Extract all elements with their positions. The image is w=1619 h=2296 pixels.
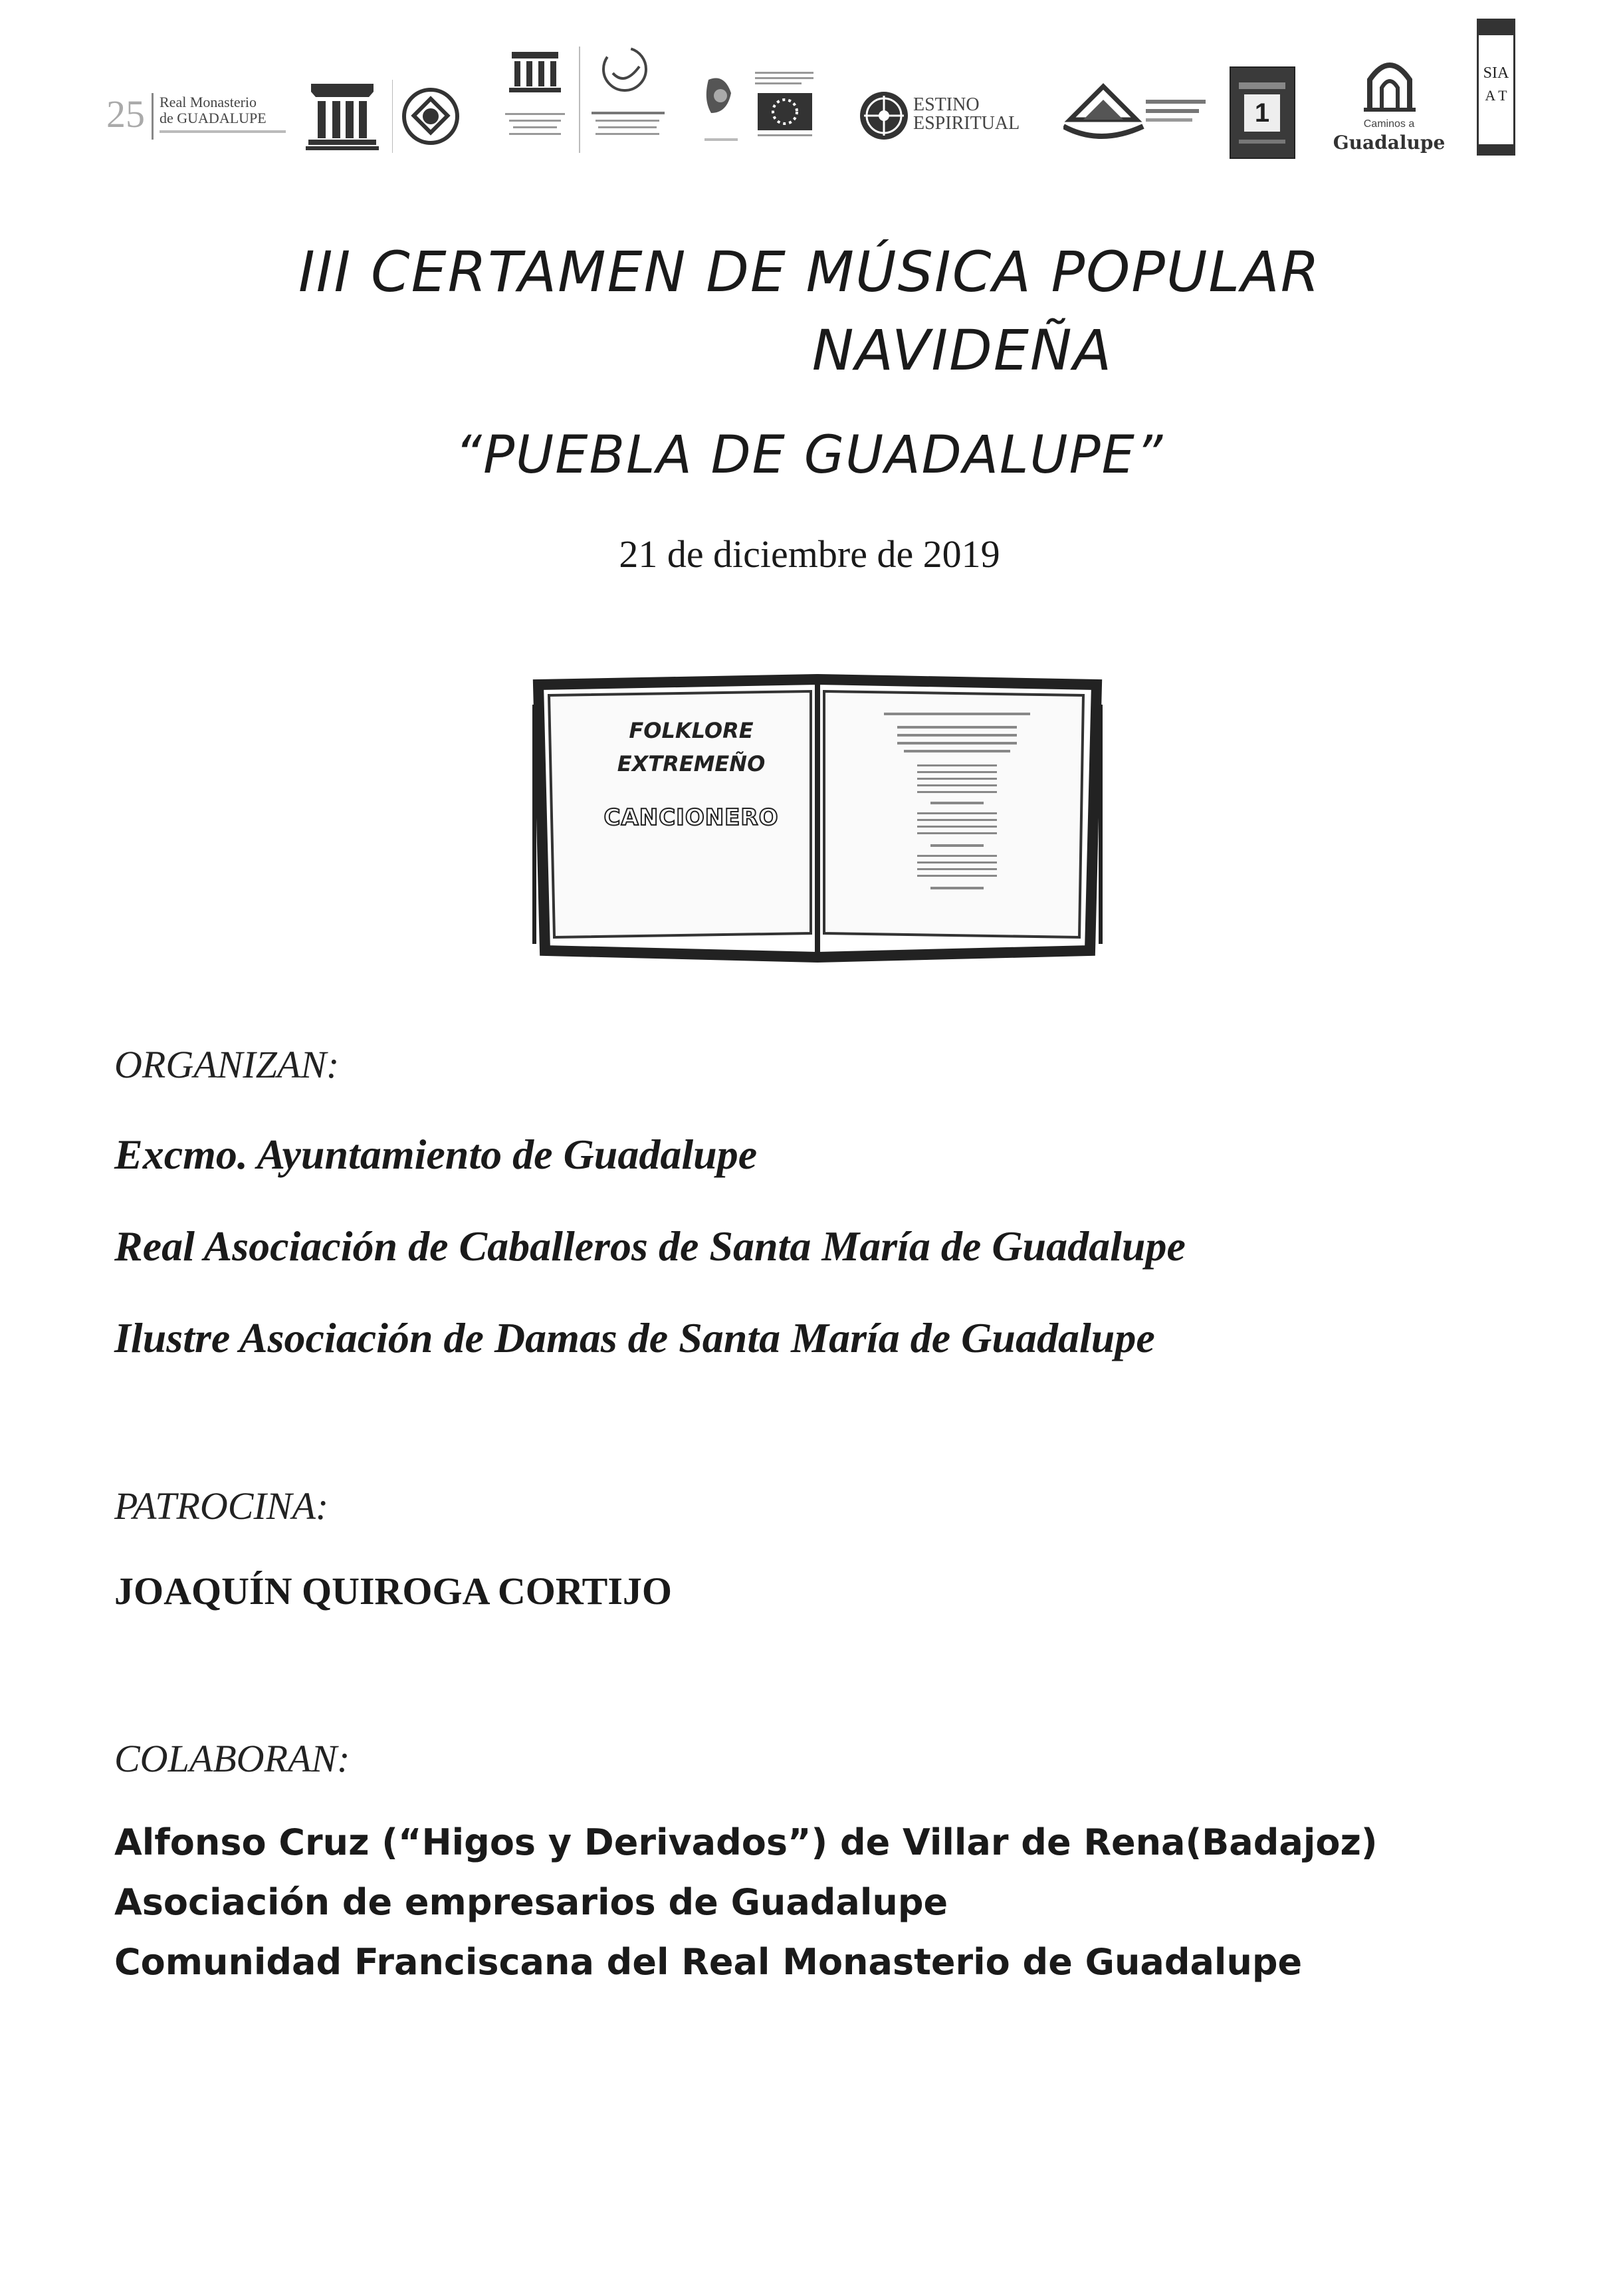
destino-espiritual-logo <box>857 86 1030 146</box>
destino-line2: ESPIRITUAL <box>913 113 1020 134</box>
unesco-temple-icon <box>306 80 379 153</box>
siat-line2: A T <box>1485 87 1507 104</box>
calendar-badge <box>1230 66 1295 159</box>
monastery-anniversary-number: 25 <box>106 92 145 136</box>
siat-line1: SIA <box>1483 64 1509 82</box>
camino-guadalupe-icon <box>578 40 671 153</box>
caminos-guadalupe-logo <box>1323 53 1456 153</box>
book-cancionero-label: CANCIONERO <box>603 804 779 831</box>
event-subtitle: “PUEBLA DE GUADALUPE” <box>455 425 1164 485</box>
compass-rose-icon <box>857 89 911 142</box>
organizer-caballeros: Real Asociación de Caballeros de Santa María de Guadalupe <box>114 1222 1186 1270</box>
event-title-line2: NAVIDEÑA <box>811 318 1113 383</box>
event-title-line1: III CERTAMEN DE MÚSICA POPULAR <box>298 239 1321 304</box>
calendar-number: 1 <box>1244 94 1280 132</box>
cancionero-book-illustration <box>525 665 1110 964</box>
collaborator-empresarios: Asociación de empresarios de Guadalupe <box>114 1881 948 1923</box>
collaborators-label: COLABORAN: <box>114 1737 350 1780</box>
event-date: 21 de diciembre de 2019 <box>619 532 1000 576</box>
organizers-label: ORGANIZAN: <box>114 1043 340 1086</box>
monastery-name-line2: de GUADALUPE <box>160 110 267 126</box>
logo-strip <box>100 13 1522 160</box>
real-monasterio-logo <box>106 86 286 146</box>
collaborator-comunidad-franciscana: Comunidad Franciscana del Real Monasterio de Guadalupe <box>114 1941 1303 1983</box>
organizer-ayuntamiento: Excmo. Ayuntamiento de Guadalupe <box>114 1131 758 1178</box>
siat-logo <box>1477 19 1515 156</box>
unesco-organization-icon <box>498 47 572 153</box>
organizer-damas: Ilustre Asociación de Damas de Santa María de Guadalupe <box>114 1314 1155 1361</box>
destino-line1: ESTINO <box>913 94 980 115</box>
book-extremeno-label: EXTREMEÑO <box>617 751 766 776</box>
collaborator-alfonso-cruz: Alfonso Cruz (“Higos y Derivados”) de Villar de Rena(Badajoz) <box>114 1821 1378 1863</box>
world-heritage-emblem-icon <box>392 80 465 153</box>
cultural-route-logo-icon <box>698 66 817 153</box>
pueblos-bonitos-logo-icon <box>1063 73 1210 153</box>
monastery-name-line1: Real Monasterio <box>160 94 257 110</box>
arch-icon <box>1360 53 1420 113</box>
sponsor-name: JOAQUÍN QUIROGA CORTIJO <box>114 1569 673 1613</box>
caminos-line1: Caminos a <box>1363 118 1415 130</box>
book-folklore-label: FOLKLORE <box>629 718 754 743</box>
sponsor-label: PATROCINA: <box>114 1484 329 1528</box>
caminos-line2: Guadalupe <box>1333 132 1446 154</box>
